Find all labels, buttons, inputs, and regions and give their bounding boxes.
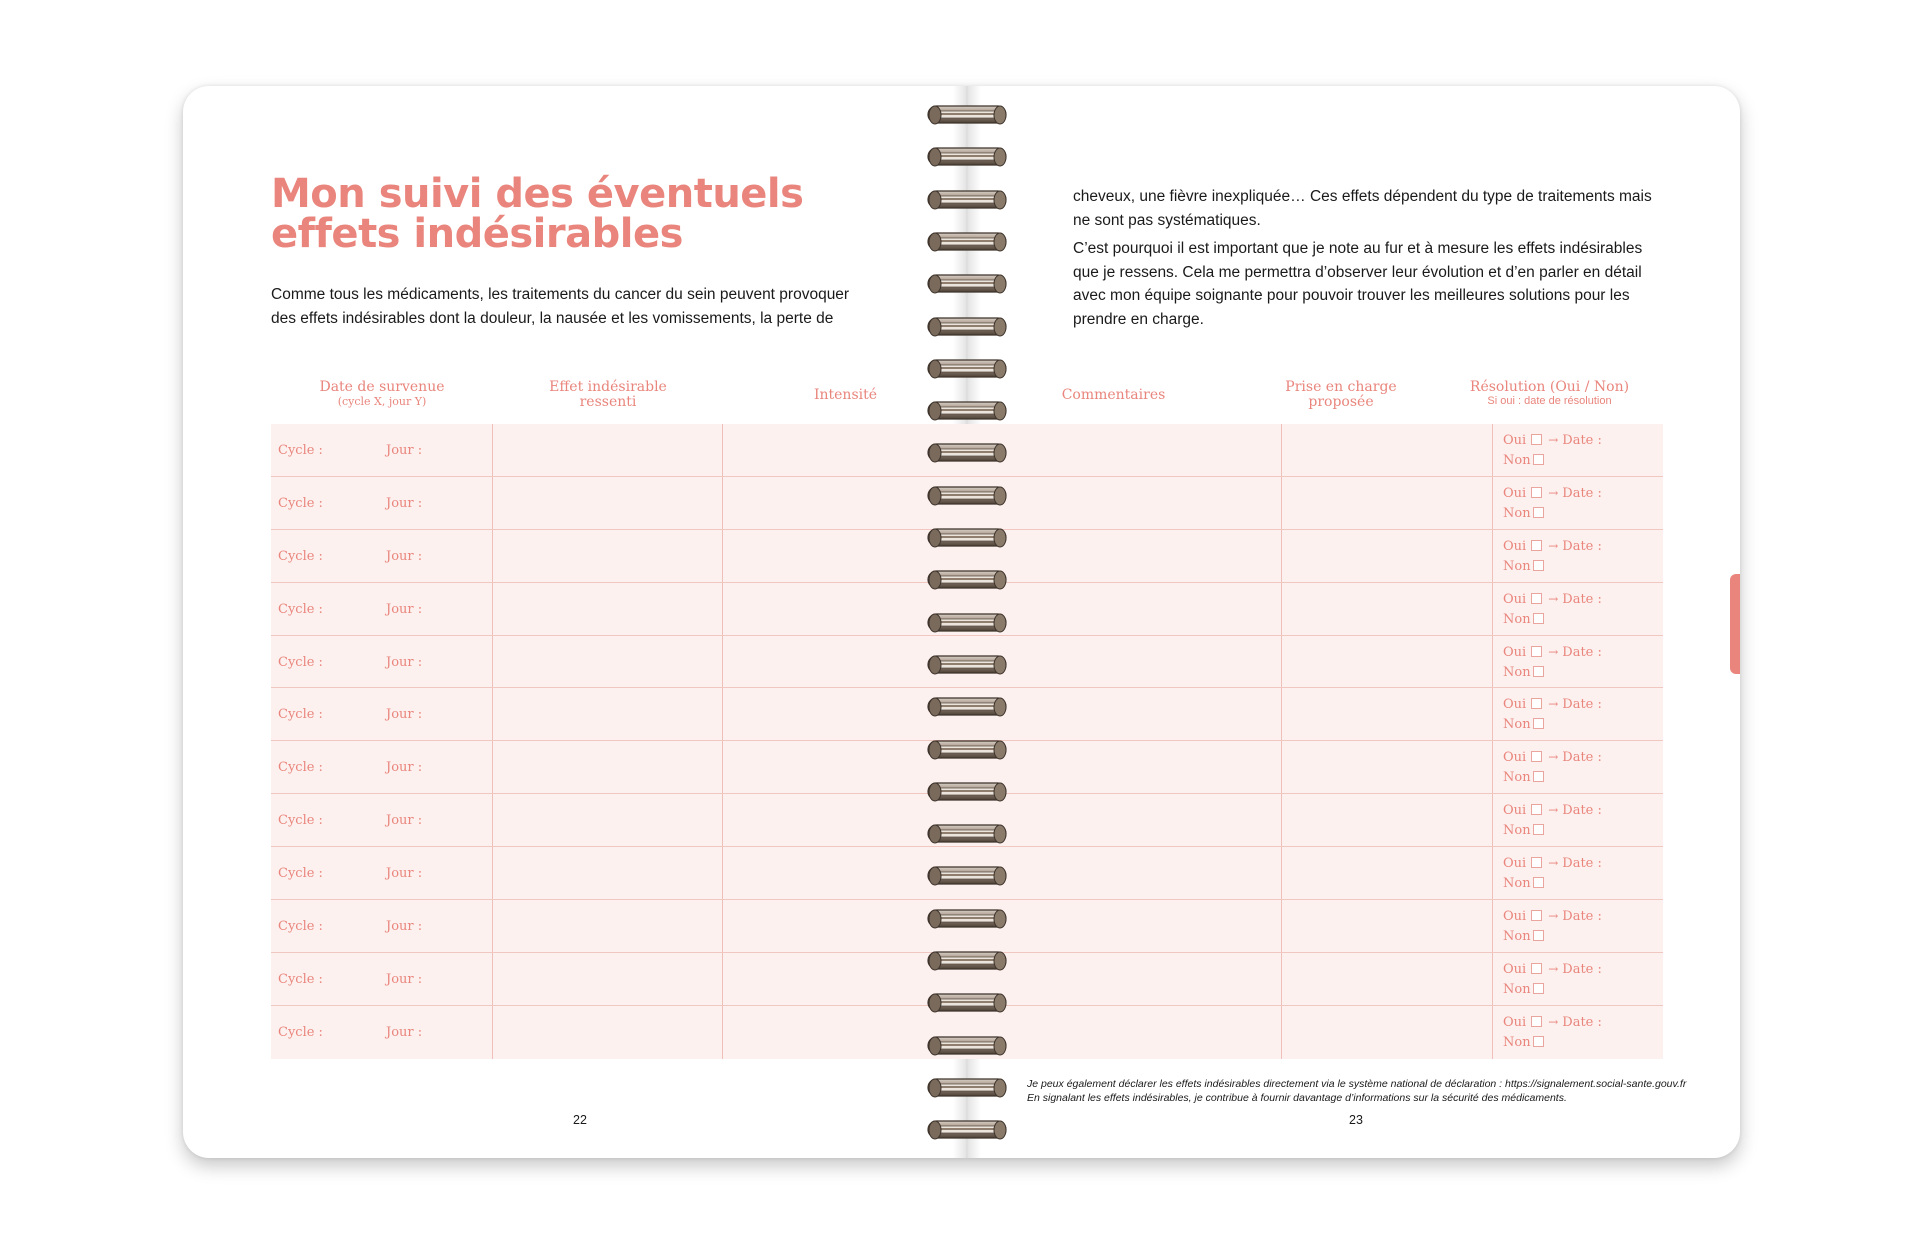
arrow-right-icon: → [1548,591,1559,606]
column-divider [1492,741,1493,793]
checkbox-oui[interactable] [1531,910,1542,921]
column-divider [492,847,493,899]
column-divider [722,847,723,899]
spiral-ring-icon [925,861,1010,891]
spiral-ring-icon [925,227,1010,257]
oui-label: Oui [1503,485,1527,501]
page-number-right: 23 [1349,1113,1363,1127]
non-label: Non [1503,664,1531,680]
column-divider [1492,1006,1493,1059]
spiral-ring-icon [925,438,1010,468]
column-divider [1492,477,1493,529]
checkbox-oui[interactable] [1531,434,1542,445]
column-divider [492,583,493,635]
column-divider [1281,530,1282,582]
spiral-ring-icon [925,988,1010,1018]
date-label: Date : [1562,750,1602,766]
column-divider [1281,424,1282,476]
arrow-right-icon: → [1548,803,1559,818]
non-row [1503,1035,1544,1050]
spiral-ring-icon [925,142,1010,172]
jour-label: Jour : [386,548,423,564]
non-label: Non [1503,717,1531,733]
cycle-label: Cycle : [278,707,323,723]
column-divider [1281,688,1282,740]
footnote-line-1: Je peux également déclarer les effets indésirables directement via le système national de déclaration : https://signalement.social-sante.gouv.fr [1027,1078,1687,1090]
spiral-binding [925,100,1010,1150]
checkbox-oui[interactable] [1531,804,1542,815]
oui-row [1503,697,1602,712]
header-date-sub: (cycle X, jour Y) [337,395,427,408]
non-row [1503,823,1544,838]
spiral-ring-icon [925,735,1010,765]
header-intensite: Intensité [813,387,878,403]
checkbox-oui[interactable] [1531,646,1542,657]
oui-label: Oui [1503,538,1527,554]
column-divider [492,953,493,1005]
checkbox-non[interactable] [1533,507,1544,518]
column-divider [1281,953,1282,1005]
spiral-ring-icon [925,396,1010,426]
column-divider [492,741,493,793]
date-label: Date : [1562,697,1602,713]
checkbox-non[interactable] [1533,718,1544,729]
oui-label: Oui [1503,909,1527,925]
column-divider [1492,636,1493,688]
non-row [1503,929,1544,944]
non-label: Non [1503,770,1531,786]
cycle-label: Cycle : [278,654,323,670]
date-label: Date : [1562,961,1602,977]
checkbox-non[interactable] [1533,1036,1544,1047]
header-resolution-sub: Si oui : date de résolution [1487,395,1612,407]
oui-row [1503,803,1602,818]
checkbox-oui[interactable] [1531,487,1542,498]
cycle-label: Cycle : [278,548,323,564]
oui-label: Oui [1503,697,1527,713]
date-label: Date : [1562,1014,1602,1030]
checkbox-non[interactable] [1533,454,1544,465]
non-row [1503,876,1544,891]
column-divider [492,900,493,952]
column-divider [1492,794,1493,846]
non-row [1503,665,1544,680]
column-divider [492,794,493,846]
spiral-ring-icon [925,1031,1010,1061]
spiral-ring-icon [925,692,1010,722]
oui-row [1503,592,1602,607]
jour-label: Jour : [386,1024,423,1040]
checkbox-non[interactable] [1533,877,1544,888]
jour-label: Jour : [386,919,423,935]
column-divider [722,741,723,793]
spiral-ring-icon [925,269,1010,299]
oui-row [1503,962,1602,977]
arrow-right-icon: → [1548,644,1559,659]
non-row [1503,559,1544,574]
column-divider [722,688,723,740]
header-commentaires: Commentaires [1061,387,1166,403]
arrow-right-icon: → [1548,856,1559,871]
checkbox-non[interactable] [1533,613,1544,624]
oui-label: Oui [1503,644,1527,660]
cycle-label: Cycle : [278,919,323,935]
date-label: Date : [1562,485,1602,501]
oui-row [1503,539,1602,554]
header-prise-l1: Prise en charge [1285,379,1397,395]
non-label: Non [1503,1034,1531,1050]
arrow-right-icon: → [1548,961,1559,976]
column-divider [722,530,723,582]
column-divider [722,794,723,846]
spiral-ring-icon [925,185,1010,215]
column-divider [492,424,493,476]
spiral-ring-icon [925,777,1010,807]
checkbox-non[interactable] [1533,930,1544,941]
non-row [1503,453,1544,468]
oui-label: Oui [1503,591,1527,607]
date-label: Date : [1562,909,1602,925]
non-row [1503,770,1544,785]
spiral-ring-icon [925,312,1010,342]
page-title [271,171,871,257]
column-divider [1492,688,1493,740]
checkbox-oui[interactable] [1531,593,1542,604]
column-divider [1281,583,1282,635]
oui-label: Oui [1503,961,1527,977]
column-divider [722,900,723,952]
spiral-ring-icon [925,1073,1010,1103]
arrow-right-icon: → [1548,697,1559,712]
oui-row [1503,909,1602,924]
oui-label: Oui [1503,803,1527,819]
column-divider [1492,424,1493,476]
checkbox-oui[interactable] [1531,963,1542,974]
checkbox-oui[interactable] [1531,1016,1542,1027]
spiral-ring-icon [925,650,1010,680]
jour-label: Jour : [386,495,423,511]
column-divider [722,636,723,688]
non-label: Non [1503,929,1531,945]
spiral-ring-icon [925,481,1010,511]
header-prise-l2: proposée [1308,394,1374,410]
spiral-ring-icon [925,819,1010,849]
column-divider [722,477,723,529]
column-divider [492,636,493,688]
spiral-ring-icon [925,100,1010,130]
jour-label: Jour : [386,813,423,829]
oui-row [1503,433,1602,448]
column-divider [1281,741,1282,793]
column-divider [722,953,723,1005]
column-divider [492,1006,493,1059]
non-row [1503,612,1544,627]
column-divider [1281,636,1282,688]
arrow-right-icon: → [1548,485,1559,500]
checkbox-oui[interactable] [1531,751,1542,762]
non-label: Non [1503,453,1531,468]
footnote [1027,1077,1707,1105]
column-divider [492,477,493,529]
checkbox-non[interactable] [1533,824,1544,835]
jour-label: Jour : [386,654,423,670]
oui-label: Oui [1503,433,1527,448]
non-row [1503,717,1544,732]
spiral-ring-icon [925,608,1010,638]
column-divider [492,688,493,740]
checkbox-non[interactable] [1533,560,1544,571]
checkbox-non[interactable] [1533,771,1544,782]
column-divider [1281,794,1282,846]
spiral-ring-icon [925,354,1010,384]
cycle-label: Cycle : [278,1024,323,1040]
header-resolution [1436,380,1663,408]
oui-label: Oui [1503,856,1527,872]
arrow-right-icon: → [1548,909,1559,924]
oui-label: Oui [1503,1014,1527,1030]
date-label: Date : [1562,644,1602,660]
cycle-label: Cycle : [278,443,323,458]
cycle-label: Cycle : [278,601,323,617]
column-divider [1281,847,1282,899]
non-label: Non [1503,876,1531,892]
column-divider [1281,1006,1282,1059]
checkbox-oui[interactable] [1531,698,1542,709]
column-divider [1492,847,1493,899]
checkbox-non[interactable] [1533,983,1544,994]
right-paragraph-2: C’est pourquoi il est important que je note au fur et à mesure les effets indésirables que je ressens. Cela me permettra d’observer leur évolution et d’en parler en détail avec mon équipe soignante pour pouvoir trouver les meilleures solutions pour les prendre en charge. [1073,240,1643,328]
column-divider [722,583,723,635]
non-label: Non [1503,558,1531,574]
oui-label: Oui [1503,750,1527,766]
date-label: Date : [1562,803,1602,819]
non-label: Non [1503,505,1531,521]
jour-label: Jour : [386,601,423,617]
jour-label: Jour : [386,760,423,776]
arrow-right-icon: → [1548,538,1559,553]
cycle-label: Cycle : [278,971,323,987]
header-date-label: Date de survenue [319,379,445,395]
column-divider [722,424,723,476]
header-effet [493,380,723,410]
column-divider [1281,477,1282,529]
non-row [1503,982,1544,997]
non-row [1503,506,1544,521]
date-label: Date : [1562,856,1602,872]
jour-label: Jour : [386,443,423,458]
spiral-ring-icon [925,565,1010,595]
spiral-ring-icon [925,904,1010,934]
spiral-ring-icon [925,523,1010,553]
page-number-left: 22 [573,1113,587,1127]
oui-row [1503,856,1602,871]
non-label: Non [1503,611,1531,627]
oui-row [1503,1015,1602,1030]
checkbox-oui[interactable] [1531,540,1542,551]
right-column-text [1073,185,1667,336]
header-effet-l2: ressenti [579,394,637,410]
header-date [271,380,493,408]
date-label: Date : [1562,433,1602,448]
spiral-ring-icon [925,946,1010,976]
oui-row [1503,645,1602,660]
oui-row [1503,486,1602,501]
header-resolution-label: Résolution (Oui / Non) [1469,379,1630,395]
cycle-label: Cycle : [278,760,323,776]
checkbox-oui[interactable] [1531,857,1542,868]
jour-label: Jour : [386,971,423,987]
column-divider [1492,900,1493,952]
arrow-right-icon: → [1548,750,1559,765]
cycle-label: Cycle : [278,813,323,829]
jour-label: Jour : [386,866,423,882]
date-label: Date : [1562,538,1602,554]
title-line-1: Mon suivi des éventuels [271,171,804,217]
column-divider [492,530,493,582]
header-prise [1226,380,1456,410]
column-divider [1492,530,1493,582]
date-label: Date : [1562,591,1602,607]
column-divider [1492,953,1493,1005]
column-divider [1492,583,1493,635]
jour-label: Jour : [386,707,423,723]
column-divider [1281,900,1282,952]
column-divider [722,1006,723,1059]
page-tab-marker [1730,574,1740,674]
checkbox-non[interactable] [1533,666,1544,677]
footnote-line-2: En signalant les effets indésirables, je contribue à fournir davantage d’informations sur la sécurité des médicaments. [1027,1092,1567,1104]
non-label: Non [1503,981,1531,997]
arrow-right-icon: → [1548,1014,1559,1029]
right-paragraph-1: cheveux, une fièvre inexpliquée… Ces effets dépendent du type de traitements mais ne sont pas systématiques. [1073,188,1652,229]
cycle-label: Cycle : [278,866,323,882]
intro-paragraph: Comme tous les médicaments, les traitements du cancer du sein peuvent provoquer des effets indésirables dont la douleur, la nausée et les vomissements, la perte de [271,286,850,327]
spiral-ring-icon [925,1115,1010,1145]
oui-row [1503,750,1602,765]
cycle-label: Cycle : [278,495,323,511]
title-line-2: effets indésirables [271,211,683,257]
non-label: Non [1503,823,1531,839]
arrow-right-icon: → [1548,433,1559,447]
header-effet-l1: Effet indésirable [549,379,667,395]
